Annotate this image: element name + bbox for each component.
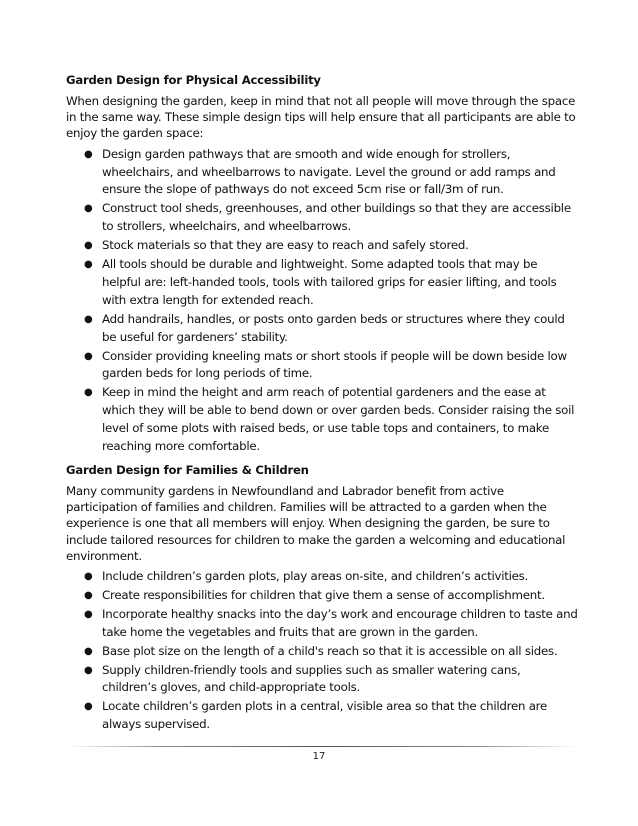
bullet-icon: ● <box>84 645 93 657</box>
bullet-list <box>66 146 578 456</box>
list-item <box>66 256 578 310</box>
list-item-text: Create responsibilities for children that give them a sense of accomplishment. <box>102 587 545 602</box>
list-item <box>66 587 578 605</box>
bullet-icon: ● <box>84 589 93 601</box>
bullet-icon: ● <box>84 203 93 215</box>
list-item-text: Supply children-friendly tools and supplies such as smaller watering cans, children’s gloves, and child-appropriate tools. <box>102 662 521 695</box>
list-item-text: Include children’s garden plots, play areas on-site, and children’s activities. <box>102 569 529 584</box>
list-item <box>66 146 578 200</box>
footer-divider <box>66 746 578 747</box>
document-page <box>66 72 578 735</box>
bullet-icon: ● <box>84 608 93 620</box>
list-item <box>66 200 578 236</box>
list-item <box>66 237 578 255</box>
section-families-children <box>66 462 578 734</box>
list-item-text: Incorporate healthy snacks into the day’s work and encourage children to taste and take home the vegetables and fruits that are grown in the garden. <box>102 606 578 639</box>
list-item <box>66 662 578 698</box>
list-item <box>66 606 578 642</box>
bullet-icon: ● <box>84 571 93 583</box>
list-item <box>66 348 578 384</box>
bullet-icon: ● <box>84 259 93 271</box>
list-item <box>66 643 578 661</box>
list-item <box>66 311 578 347</box>
bullet-list <box>66 568 578 734</box>
bullet-icon: ● <box>84 387 93 399</box>
bullet-icon: ● <box>84 148 93 160</box>
bullet-icon: ● <box>84 664 93 676</box>
bullet-icon: ● <box>84 313 93 325</box>
section-intro: When designing the garden, keep in mind that not all people will move through the space in the same way. These simple design tips will help ensure that all participants are able to enjoy the garden space: <box>66 94 576 141</box>
section-heading: Garden Design for Families & Children <box>66 463 309 478</box>
list-item-text: Stock materials so that they are easy to reach and safely stored. <box>102 238 469 253</box>
bullet-icon: ● <box>84 350 93 362</box>
list-item-text: Design garden pathways that are smooth and wide enough for strollers, wheelchairs, and wheelbarrows to navigate. Level the ground or add ramps and ensure the slope of pathways do not exceed 5cm rise or fall/3m of run. <box>102 146 556 197</box>
bullet-icon: ● <box>84 701 93 713</box>
list-item-text: Construct tool sheds, greenhouses, and other buildings so that they are accessible to strollers, wheelchairs, and wheelbarrows. <box>102 201 571 234</box>
list-item-text: All tools should be durable and lightweight. Some adapted tools that may be helpful are: left-handed tools, tools with tailored grips for easier lifting, and tools with extra length for extended reach. <box>102 257 557 307</box>
section-heading: Garden Design for Physical Accessibility <box>66 73 321 87</box>
section-physical-accessibility <box>66 72 578 456</box>
list-item-text: Add handrails, handles, or posts onto garden beds or structures where they could be useful for gardeners’ stability. <box>102 311 565 344</box>
list-item-text: Consider providing kneeling mats or short stools if people will be down beside low garden beds for long periods of time. <box>102 348 567 381</box>
list-item-text: Keep in mind the height and arm reach of potential gardeners and the ease at which they will be able to bend down or over garden beds. Consider raising the soil level of some plots with raised beds, or use table tops and containers, to make reaching more comfortable. <box>102 385 575 454</box>
list-item <box>66 698 578 734</box>
list-item <box>66 384 578 456</box>
page-number: 17 <box>312 751 326 762</box>
list-item-text: Locate children’s garden plots in a central, visible area so that the children are always supervised. <box>102 699 548 732</box>
bullet-icon: ● <box>84 240 93 252</box>
list-item <box>66 568 578 586</box>
list-item-text: Base plot size on the length of a child's reach so that it is accessible on all sides. <box>102 643 558 658</box>
section-intro: Many community gardens in Newfoundland and Labrador benefit from active participation of families and children. Families will be attracted to a garden when the experience is one that all members will enjoy. When designing the garden, be sure to include tailored resources for children to make the garden a welcoming and educational environment. <box>66 484 566 563</box>
